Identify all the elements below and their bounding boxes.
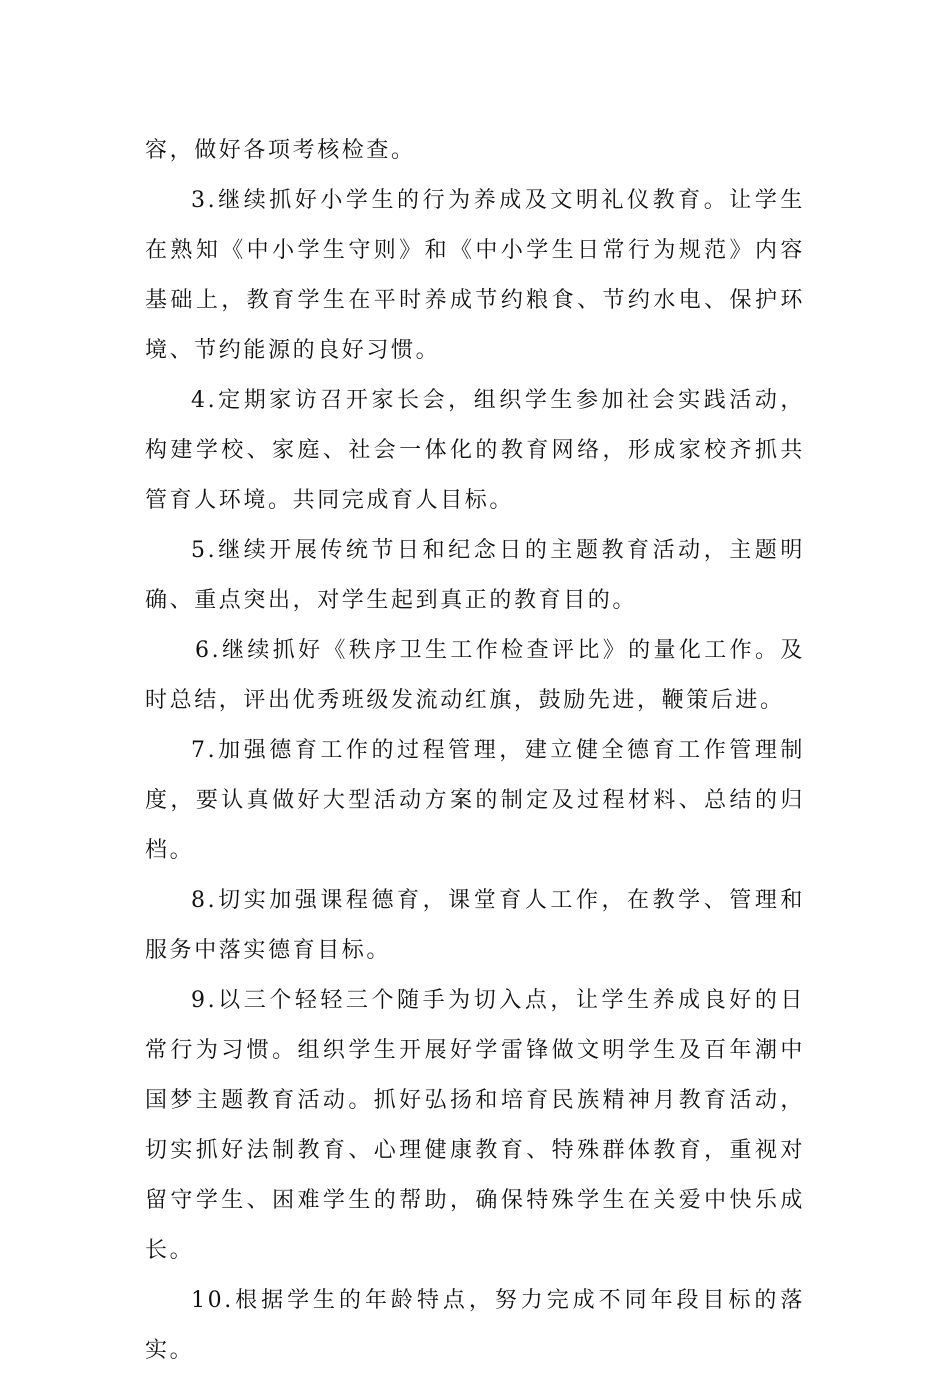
document-body [145, 126, 805, 1376]
paragraph-continuation: 容，做好各项考核检查。 [145, 138, 416, 163]
paragraph-item-10: 10.根据学生的年龄特点，努力完成不同年段目标的落实。 [145, 1288, 805, 1363]
paragraph-item-4: 4.定期家访召开家长会，组织学生参加社会实践活动，构建学校、家庭、社会一体化的教育网络，形成家校齐抓共管育人环境。共同完成育人目标。 [145, 388, 805, 513]
paragraph-item-8: 8.切实加强课程德育，课堂育人工作，在教学、管理和服务中落实德育目标。 [145, 888, 805, 963]
paragraph-item-6: 6.继续抓好《秩序卫生工作检查评比》的量化工作。及时总结，评出优秀班级发流动红旗，鼓励先进，鞭策后进。 [145, 638, 805, 713]
paragraph-item-7: 7.加强德育工作的过程管理，建立健全德育工作管理制度，要认真做好大型活动方案的制定及过程材料、总结的归档。 [145, 738, 805, 863]
paragraph-item-5: 5.继续开展传统节日和纪念日的主题教育活动，主题明确、重点突出，对学生起到真正的教育目的。 [145, 538, 805, 613]
paragraph-item-3: 3.继续抓好小学生的行为养成及文明礼仪教育。让学生在熟知《中小学生守则》和《中小学生日常行为规范》内容基础上，教育学生在平时养成节约粮食、节约水电、保护环境、节约能源的良好习惯。 [145, 188, 805, 363]
paragraph-item-9: 9.以三个轻轻三个随手为切入点，让学生养成良好的日常行为习惯。组织学生开展好学雷锋做文明学生及百年潮中国梦主题教育活动。抓好弘扬和培育民族精神月教育活动，切实抓好法制教育、心理健康教育、特殊群体教育，重视对留守学生、困难学生的帮助，确保特殊学生在关爱中快乐成长。 [145, 988, 805, 1263]
